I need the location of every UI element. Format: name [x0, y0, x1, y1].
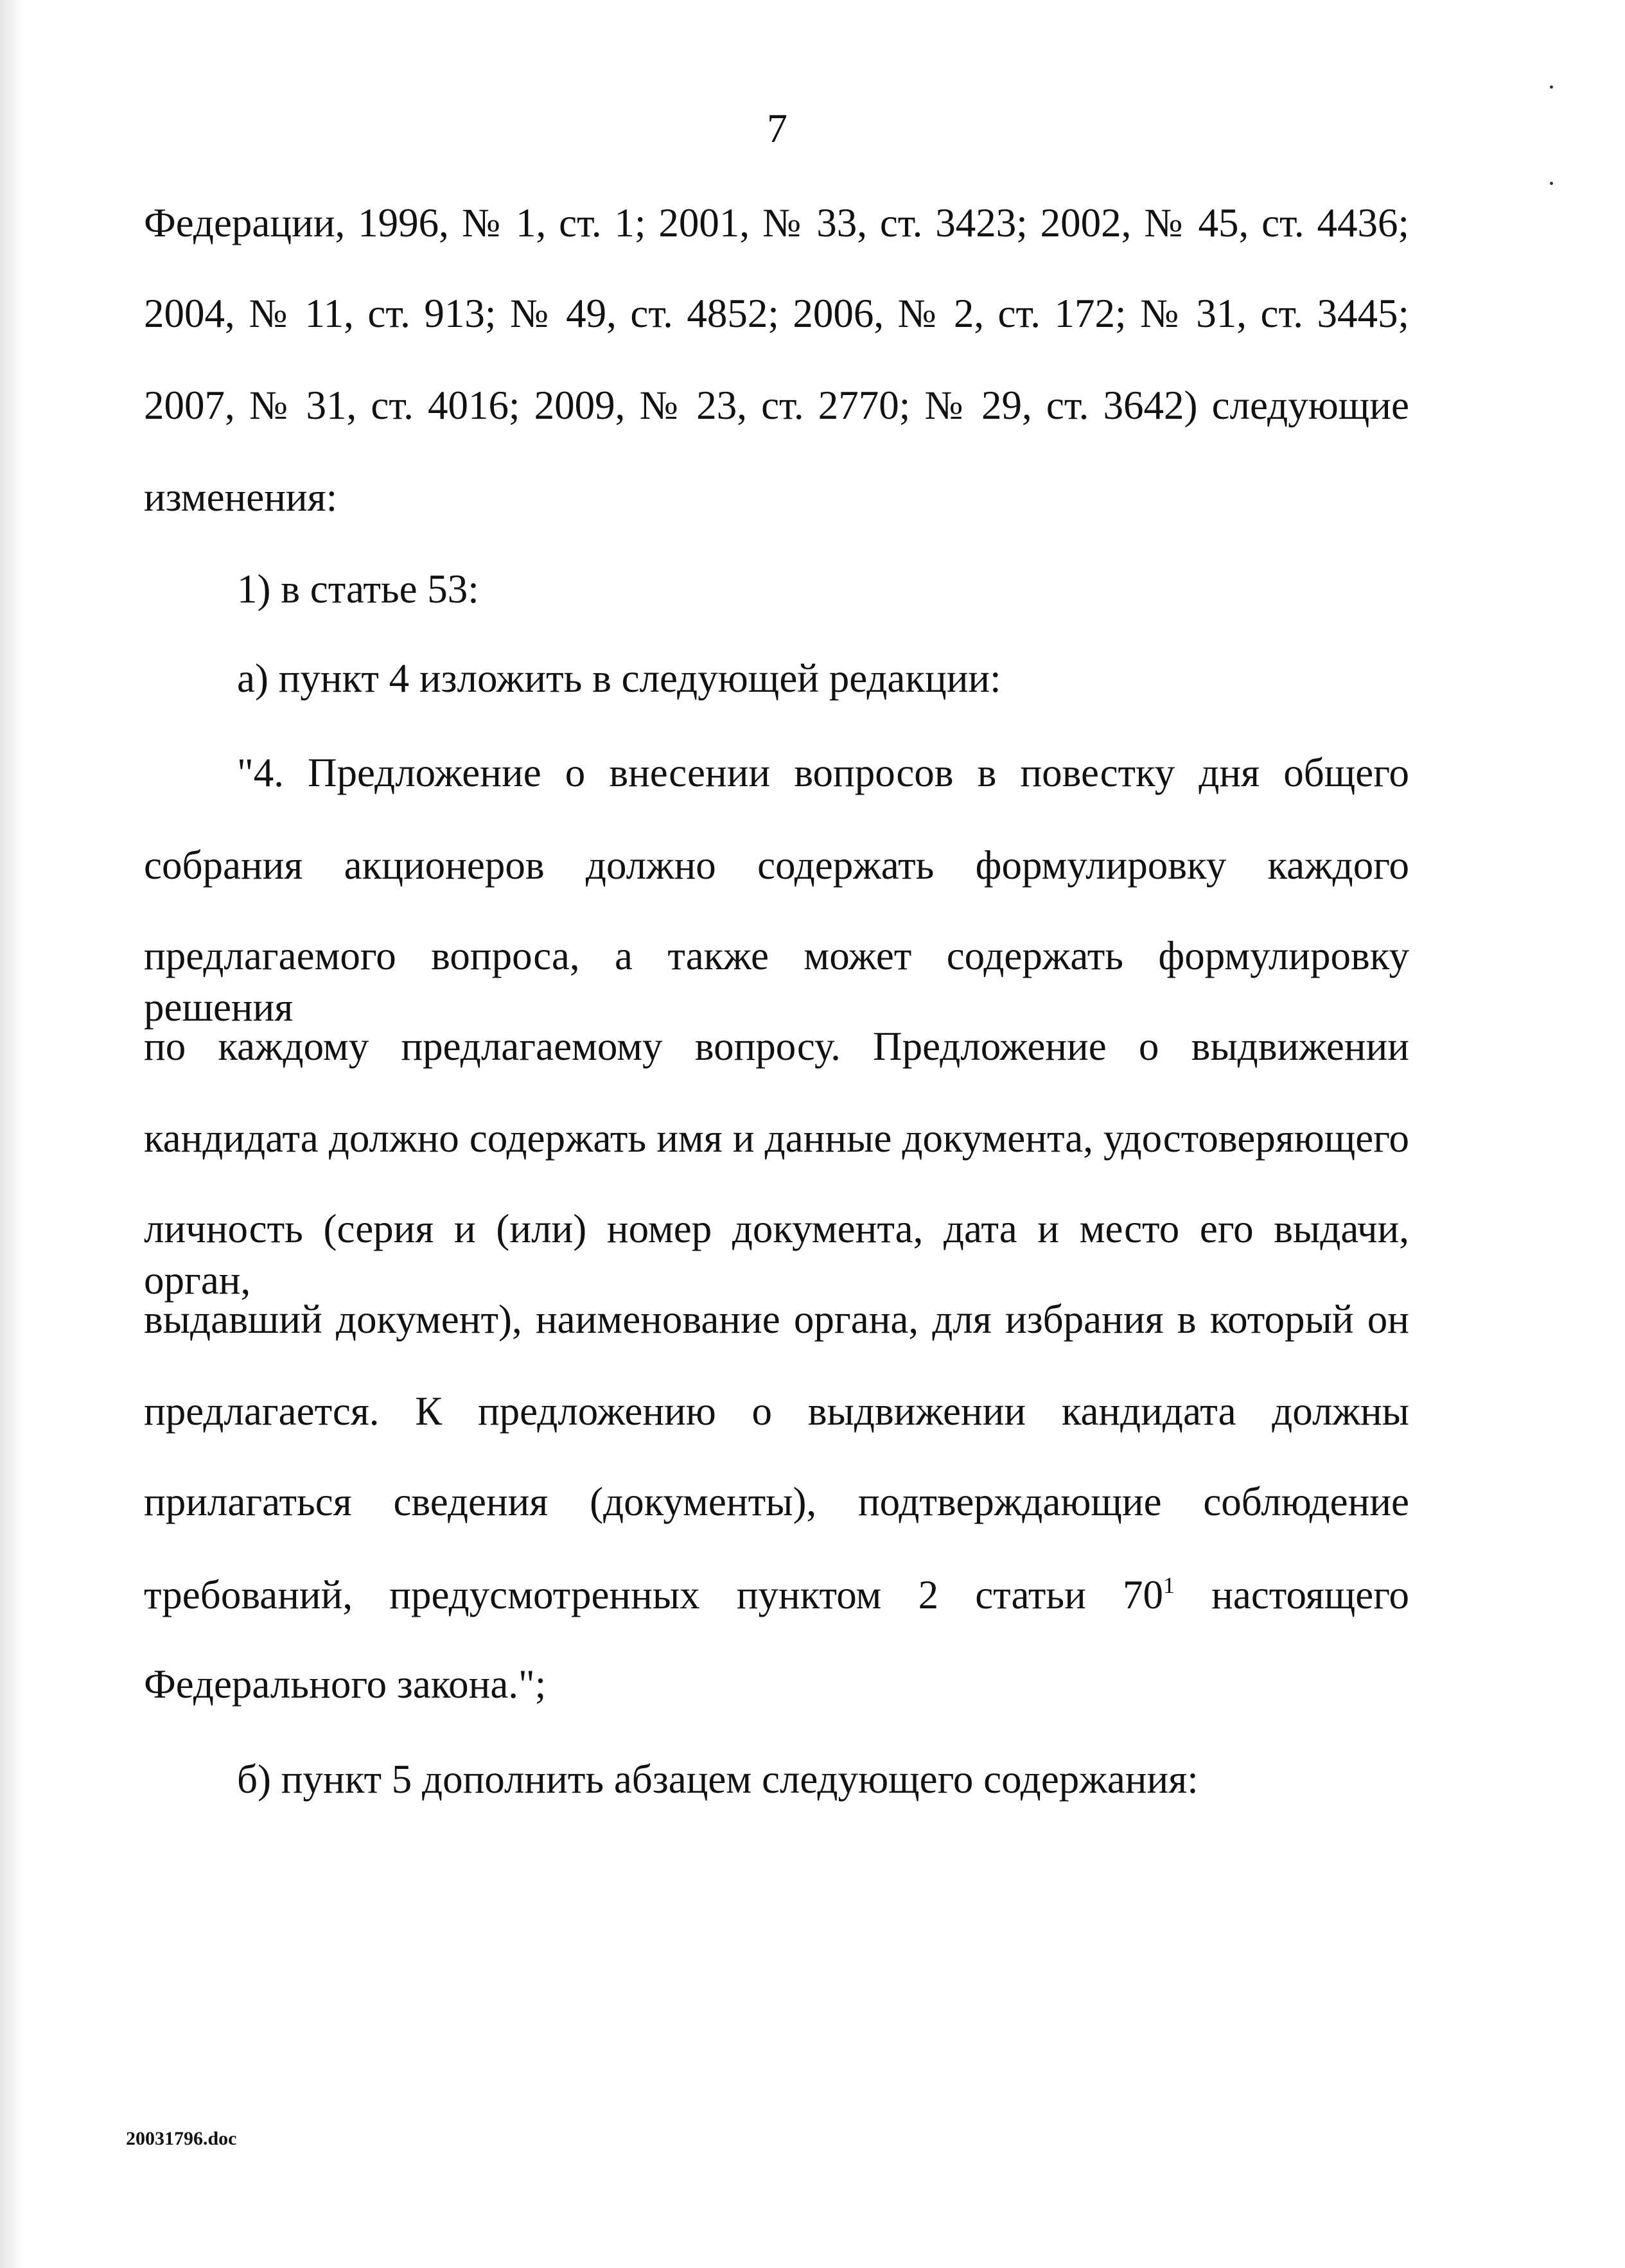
page-number: 7 [767, 105, 787, 151]
scan-speck [1550, 85, 1553, 89]
text-line: 1) в статье 53: [237, 567, 479, 611]
text-line: кандидата должно содержать имя и данные документа, удостоверяющего [144, 1116, 1409, 1161]
text-line: 2007, № 31, ст. 4016; 2009, № 23, ст. 2770; № 29, ст. 3642) следующие [144, 383, 1409, 428]
text-line: 2004, № 11, ст. 913; № 49, ст. 4852; 2006, № 2, ст. 172; № 31, ст. 3445; [144, 291, 1409, 336]
text-line: Федерации, 1996, № 1, ст. 1; 2001, № 33, ст. 3423; 2002, № 45, ст. 4436; [144, 200, 1409, 245]
text-line: Федерального закона."; [144, 1662, 547, 1707]
text-line: собрания акционеров должно содержать формулировку каждого [144, 843, 1409, 888]
superscript: 1 [1163, 1572, 1175, 1598]
text-line: "4. Предложение о внесении вопросов в повестку дня общего [237, 750, 1409, 795]
text-line: личность (серия и (или) номер документа, дата и место его выдачи, орган, [144, 1206, 1409, 1303]
scan-speck [1550, 182, 1553, 185]
text-line: б) пункт 5 дополнить абзацем следующего содержания: [237, 1757, 1199, 1802]
footer-filename: 20031796.doc [126, 2128, 237, 2149]
text-line [144, 1569, 1409, 1621]
text-line: по каждому предлагаемому вопросу. Предложение о выдвижении [144, 1024, 1409, 1069]
text-segment: настоящего [1211, 1572, 1410, 1617]
text-line: предлагаемого вопроса, а также может содержать формулировку решения [144, 933, 1409, 1030]
text-line: изменения: [144, 475, 338, 520]
text-line: а) пункт 4 изложить в следующей редакции: [237, 656, 1001, 701]
text-line: прилагаться сведения (документы), подтверждающие соблюдение [144, 1479, 1409, 1524]
text-line: предлагается. К предложению о выдвижении кандидата должны [144, 1389, 1409, 1434]
text-line: выдавший документ), наименование органа, для избрания в который он [144, 1297, 1409, 1342]
text-segment: требований, предусмотренных пунктом 2 статьи 70 [144, 1572, 1163, 1617]
scan-edge [0, 0, 26, 2268]
